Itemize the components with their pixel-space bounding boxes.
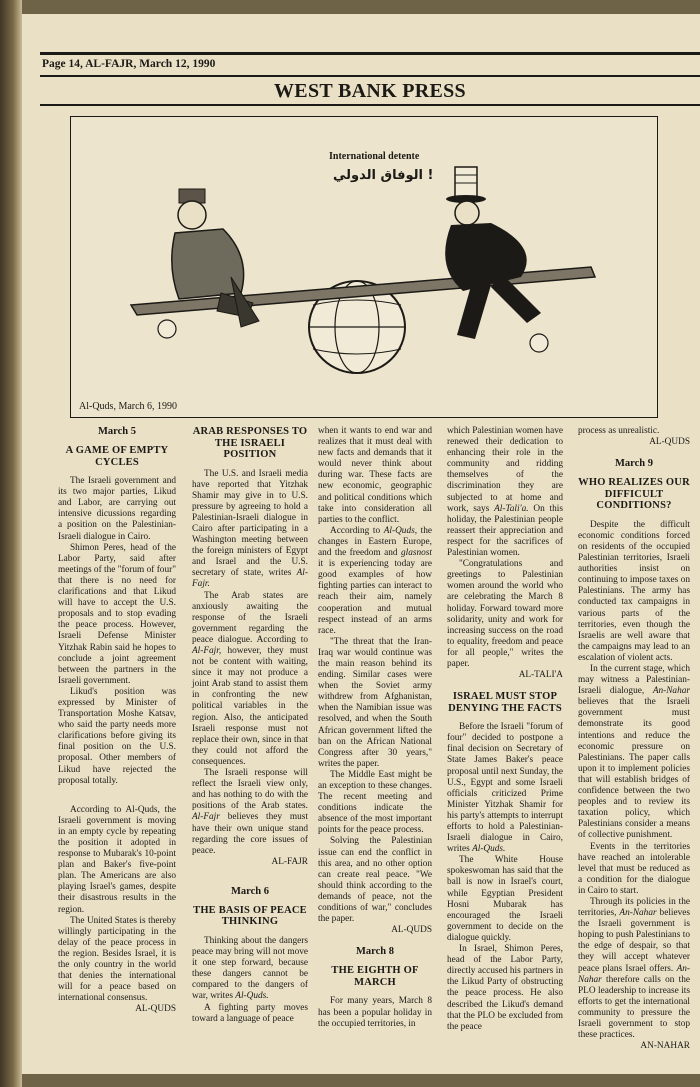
col2-source-italic: Al-Fajr	[192, 812, 220, 823]
title-rule	[40, 104, 700, 106]
column-1	[58, 426, 176, 1016]
column-4	[447, 426, 563, 1033]
col1-paragraph: Shimon Peres, head of the Labor Party, said after meetings of the "forum of four" that there is no need for clarifications and that Likud will have to accept the U.S. proposals and to stop evading the peace process. However, Israeli Defense Minister Yitzhak Rabin said he hopes to conclude a joint agreement between the partners in the Israeli government.	[58, 542, 176, 686]
book-spine	[0, 0, 22, 1087]
col4-paragraph: which Palestinian women have renewed their dedication to enhancing their role in the community and ridding themselves of the discrimination they are subjected to at home and work, says Al-Tali'a. On this holiday, the Palestinian people reassert their appreciation and respect for the sacrifices of Palestinian women.	[447, 426, 563, 559]
cartoon-caption-en: International detente	[329, 151, 420, 162]
column-3	[318, 426, 432, 1030]
col2-source-italic: Al-Fajr.	[192, 568, 308, 590]
col2-paragraph: The Arab states are anxiously awaiting the response of the Israeli government regarding the peace dialogue. According to Al-Fajr, however, they must not be content with waiting, since it may not produce a joint Arab stand to assist them in confronting the new political variables in the region. Also, the anticipated Israeli response must not replace their own, since in that they could not afford the consequences.	[192, 590, 309, 767]
col3-paragraph: "The threat that the Iran-Iraq war would continue was the main reason behind its ending. Similar cases were when the Soviet army withdrew from Afghanistan, when the Namibian issue was resolved, and when the South African government lifted the ban on the African National Congress after 30 years," writes the paper.	[318, 636, 432, 769]
col5-paragraph: Despite the difficult economic conditions forced on residents of the occupied Palestinian territories, Israeli authorities insist on continuing to impose taxes on Palestinians. The army has conducted tax campaigns in various parts of the territories, even though the Israelis are well aware that the campaigns may lead to an escalation of violent acts.	[578, 519, 690, 663]
col1-paragraph: Likud's position was expressed by Minister of Transportation Moshe Katsav, who said the party needs more clarifications before giving its final position on the U.S. proposal. Other members of Likud have rejected the proposal totally.	[58, 686, 176, 786]
col2-date: March 6	[230, 885, 269, 897]
cartoon-credit: Al-Quds, March 6, 1990	[79, 401, 178, 412]
col2-headline: ARAB RESPONSES TO THE ISRAELI POSITION	[192, 426, 308, 460]
col3-headline: THE EIGHTH OF MARCH	[331, 965, 419, 988]
col3-source: AL-QUDS	[391, 925, 432, 936]
col2-paragraph: A fighting party moves toward a language of peace	[192, 1002, 308, 1024]
col3-date: March 8	[355, 946, 394, 958]
cartoon-drawing	[71, 117, 657, 417]
col2-headline2: THE BASIS OF PEACE THINKING	[193, 904, 307, 928]
column-2	[192, 426, 308, 1025]
col5-source: AL-QUDS	[649, 437, 690, 448]
col3-paragraph: when it wants to end war and realizes that it must deal with new facts and demands that it would never think about during war. These facts are new economic, geographic and political conditions which take into consideration all parties to the conflict.	[318, 426, 432, 525]
col1-headline: A GAME OF EMPTY CYCLES	[65, 445, 169, 468]
col5-paragraph: process as unrealistic.	[578, 426, 660, 436]
col3-paragraph: According to Al-Quds, the changes in Eastern Europe, and the freedom and glasnost it is experiencing today are good examples of how fighting parties can interact to reach their aim, namely cooperation and mutual respect instead of an arms race.	[318, 525, 433, 636]
page-header: Page 14, AL-FAJR, March 12, 1990	[42, 58, 216, 70]
col4-headline: ISRAEL MUST STOP DENYING THE FACTS	[448, 691, 562, 714]
section-title: WEST BANK PRESS	[274, 80, 466, 102]
col4-paragraph: In Israel, Shimon Peres, head of the Labor Party, directly accused his partners in the Likud Party of obstructing the peace process. He also described the Likud's demand that the PLO be excluded from the peace	[447, 944, 563, 1032]
col5-paragraph: In the current stage, which may witness a Palestinian-Israeli dialogue, An-Nahar believes that the Israeli government must demonstrate its good intentions and reduce the economic pressure on Palestinians. The paper calls upon it to implement policies that will establish bridges of confidence between the two peoples and to review its taxation policy, which Palestinians consider a means of collective punishment.	[578, 664, 691, 841]
col4-paragraph: Before the Israeli "forum of four" decided to postpone a final decision on Secretary of State James Baker's peace proposal until next Sunday, the U.S., Egypt and some Israeli officials criticized Prime Minister Yitzhak Shamir for his party's attempts to interrupt efforts to hold a Palestinian-Israeli dialogue in Cairo, writes Al-Quds.	[447, 722, 563, 855]
col2-paragraph: Thinking about the dangers peace may bring will not move it one step forward, because these dangers cannot be compared to the dangers of war, writes Al-Quds.	[192, 935, 308, 1002]
cartoon-caption-ar: الوفاق الدولي !	[333, 168, 434, 183]
editorial-cartoon	[70, 116, 658, 418]
small-figure-left	[158, 320, 176, 338]
col1-paragraph: The Israeli government and its two major parties, Likud and Labor, are carrying out intensive dicussions regarding a position on the Palestinian-Israeli dialogue in Cairo.	[58, 476, 176, 542]
col4-paragraph: The White House spokeswoman has said that the ball is now in Israel's court, while Egyptian President Hosni Mubarak has encouraged the Israeli government to decide on the dialogue quickly.	[447, 855, 563, 943]
col5-paragraph: Events in the territories have reached an intolerable level that must be reduced as a condition for the dialogue in Cairo to start.	[578, 841, 690, 896]
col2-source-italic: Al-Fajr,	[192, 646, 222, 656]
header-rule	[40, 75, 700, 77]
column-5	[578, 426, 690, 1052]
col5-source: AN-NAHAR	[640, 1041, 690, 1052]
col4-paragraph: "Congratulations and greetings to Palestinian women around the world who are celebrating the March 8 holiday. Forward toward more solidarity, unity and work for increasing success on the road to equality, freedom and peace for all people," writes the paper.	[447, 559, 563, 669]
col2-paragraph: The Israeli response will reflect the Israeli view only, and has nothing to do with the positions of the Arab states. Al-Fajr believes they must have their own unique stand regarding the core issues of peace.	[192, 768, 308, 856]
col2-source: AL-FAJR	[271, 856, 308, 867]
col3-paragraph: For many years, March 8 has been a popular holiday in the occupied territories, in	[318, 996, 432, 1029]
col4-source: AL-TALI'A	[518, 670, 563, 681]
col5-headline: WHO REALIZES OUR DIFFICULT CONDITIONS?	[578, 477, 690, 512]
uncle-sam-figure	[445, 167, 541, 339]
col1-paragraph: The United States is thereby willingly participating in the delay of the peace process in the region. Besides Israel, it is the only country in the world that denies the international will for a peace based on international consensus.	[58, 915, 176, 1004]
small-figure-right	[530, 334, 548, 352]
col3-paragraph: The Middle East might be an exception to these changes. The recent meeting and conditions indicate the absence of the most important points for the peace process.	[318, 769, 432, 836]
top-rule	[40, 52, 700, 55]
col1-source: AL-QUDS	[135, 1004, 176, 1015]
col2-source-italic: Al-Quds.	[235, 991, 269, 1002]
col3-paragraph: Solving the Palestinian issue can end the conflict in this area, and no other option can create real peace. "We should think according to the demands of peace, not the conditions of war," concludes the paper.	[318, 836, 432, 925]
col5-date: March 9	[614, 458, 653, 470]
col1-date: March 5	[97, 426, 136, 437]
col5-paragraph: Through its policies in the territories, An-Nahar believes the Israeli government is hoping to push Palestinians to the edge of despair, so that they will accept whatever peace plans Israel offers. An-Nahar therefore calls on the PLO leadership to increase its efforts to get the international community to pressure the Israeli government to stop these practices.	[578, 896, 691, 1041]
col2-paragraph: The U.S. and Israeli media have reported that Yitzhak Shamir may give in to U.S. pressure by agreeing to hold a Palestinian-Israeli dialogue in Cairo after participating in a Washington meeting between the foreign ministers of Egypt and Israel and the U.S. secretary of state, writes Al-Fajr.	[192, 468, 308, 590]
col1-paragraph: According to Al-Quds, the Israeli government is moving in an empty cycle by repeating the position it adopted in response to Mubarak's 10-point plan and Baker's five-point plan. The Americans are also playing Israel's games, despite their disastrous results in the region.	[58, 804, 176, 915]
